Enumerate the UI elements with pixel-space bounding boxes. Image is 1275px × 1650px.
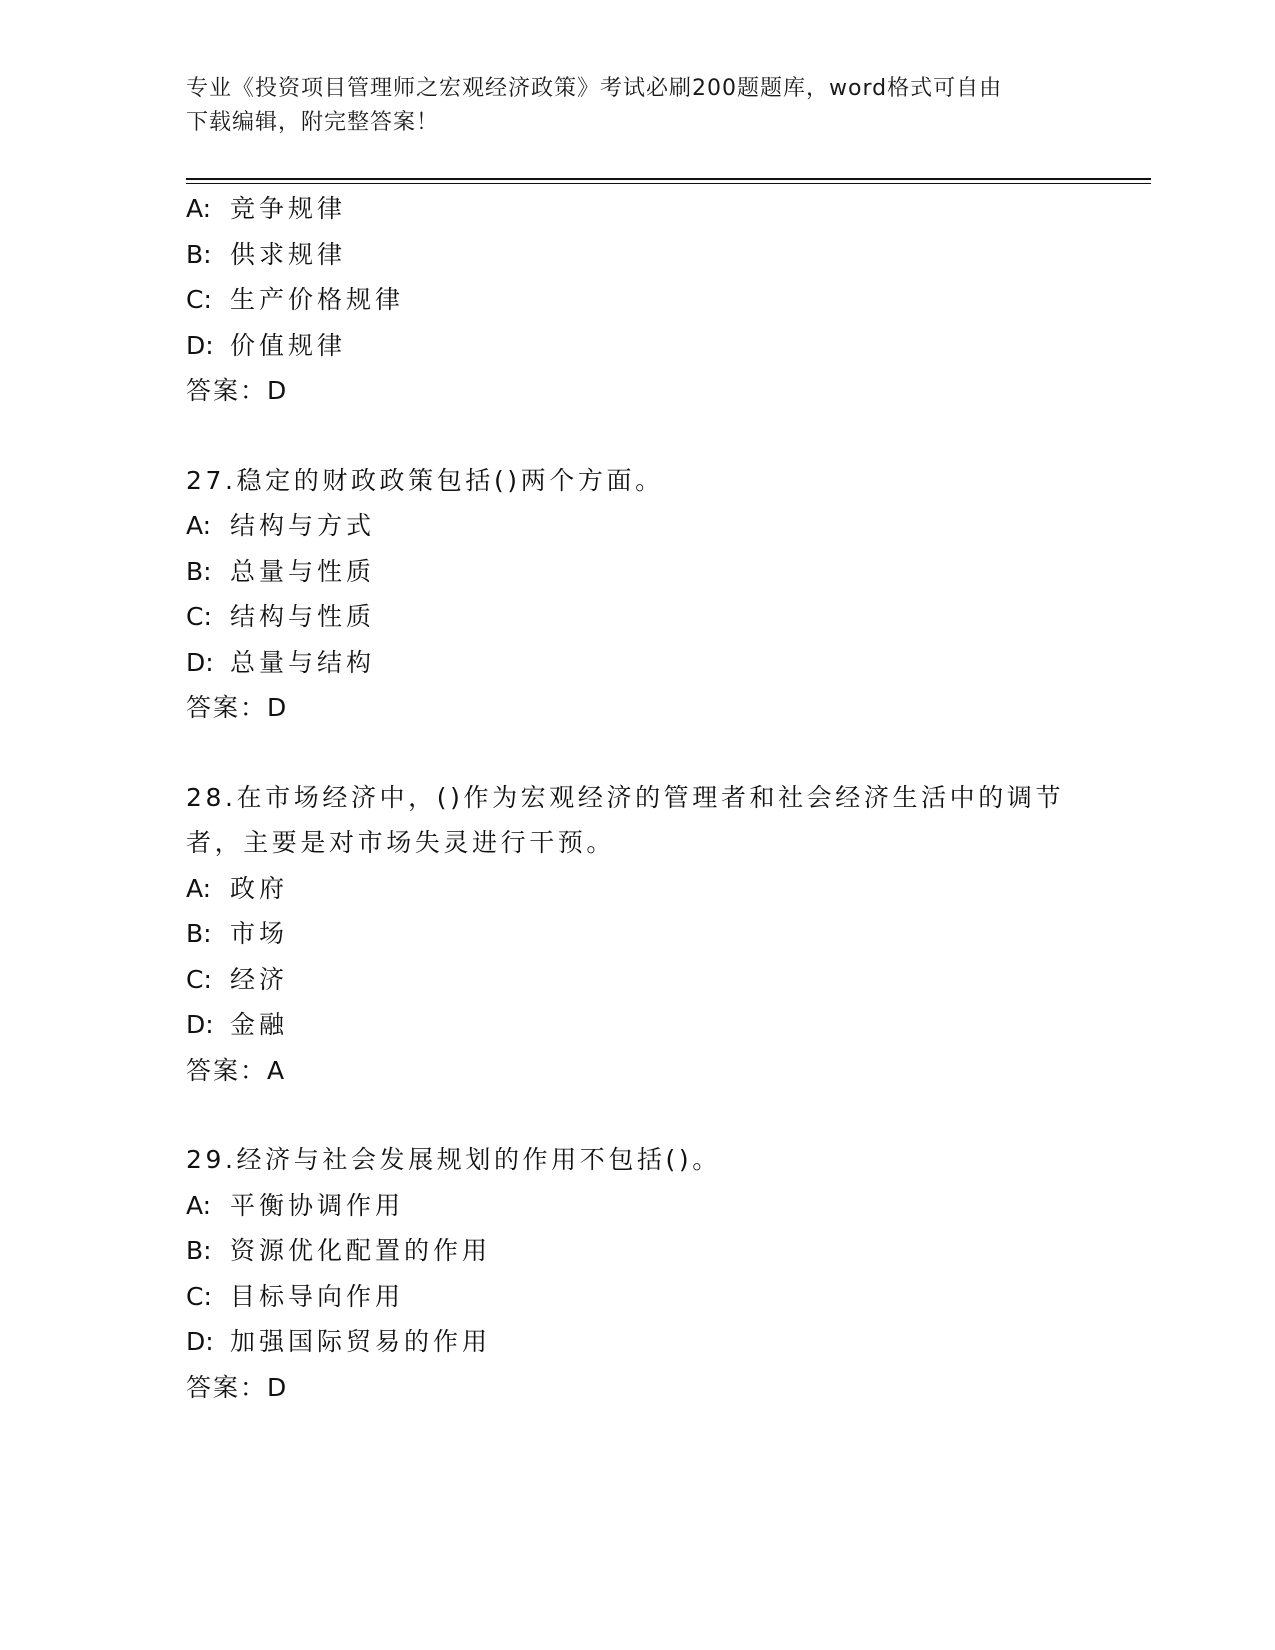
option-d (186, 1002, 1086, 1048)
header-line-1: 专业《投资项目管理师之宏观经济政策》考试必刷200题题库，word格式可自由 (186, 76, 1003, 101)
option-b (186, 1228, 1086, 1274)
answer-value: D (267, 1372, 288, 1402)
option-text: 价值规律 (230, 330, 347, 360)
option-text: 目标导向作用 (230, 1281, 405, 1311)
option-c (186, 957, 1086, 1003)
answer-value: D (267, 376, 288, 405)
option-key: B: (186, 239, 212, 269)
option-d (186, 1319, 1086, 1365)
option-key: D: (186, 1010, 214, 1039)
option-key: A: (186, 511, 212, 540)
answer-value: D (267, 693, 288, 722)
option-key: C: (186, 964, 212, 994)
option-key: D: (186, 1327, 214, 1356)
option-key: B: (186, 556, 212, 586)
option-text: 经济 (230, 964, 289, 994)
header-divider-thick (186, 178, 1151, 180)
question-stem: 27.稳定的财政政策包括()两个方面。 (186, 465, 664, 495)
option-c (186, 277, 1086, 323)
option-key: A: (186, 1190, 212, 1220)
option-text: 平衡协调作用 (230, 1190, 405, 1220)
option-text: 政府 (230, 873, 289, 903)
option-text: 结构与性质 (230, 602, 376, 631)
option-a (186, 503, 1086, 549)
option-b (186, 232, 1086, 278)
question-28 (186, 775, 1086, 1094)
option-text: 总量与结构 (230, 647, 376, 677)
answer-line (186, 1048, 1086, 1094)
option-text: 生产价格规律 (230, 285, 405, 314)
answer-line (186, 685, 1086, 731)
option-key: B: (186, 1236, 212, 1265)
option-a (186, 1183, 1086, 1229)
option-text: 供求规律 (230, 239, 347, 269)
option-d (186, 323, 1086, 369)
option-text: 加强国际贸易的作用 (230, 1327, 492, 1356)
option-b (186, 549, 1086, 595)
header-divider-thin (186, 183, 1151, 184)
option-text: 结构与方式 (230, 511, 376, 540)
option-d (186, 640, 1086, 686)
option-key: A: (186, 873, 212, 903)
question-list (186, 186, 1086, 1410)
option-text: 资源优化配置的作用 (230, 1236, 492, 1265)
option-c (186, 594, 1086, 640)
option-key: C: (186, 285, 212, 314)
answer-line (186, 1365, 1086, 1411)
answer-label: 答案： (186, 376, 268, 405)
header-line-2: 下载编辑，附完整答案！ (186, 110, 440, 135)
question-29 (186, 1137, 1086, 1410)
question-stem: 29.经济与社会发展规划的作用不包括()。 (186, 1145, 721, 1174)
option-key: B: (186, 919, 212, 948)
answer-label: 答案： (186, 1372, 268, 1402)
option-a (186, 186, 1086, 232)
answer-value: A (267, 1055, 286, 1085)
question-gap (186, 1093, 1086, 1137)
document-header (186, 72, 1066, 140)
question-gap (186, 731, 1086, 775)
option-text: 竞争规律 (230, 194, 347, 223)
answer-label: 答案： (186, 1055, 268, 1085)
answer-label: 答案： (186, 693, 268, 722)
question-stem-line-1: 28.在市场经济中，()作为宏观经济的管理者和社会经济生活中的调节 (186, 782, 1065, 812)
option-text: 市场 (230, 919, 289, 948)
question-27 (186, 458, 1086, 731)
option-a (186, 866, 1086, 912)
option-c (186, 1274, 1086, 1320)
option-text: 总量与性质 (230, 556, 376, 586)
option-key: C: (186, 602, 212, 631)
option-text: 金融 (230, 1010, 289, 1039)
option-key: A: (186, 194, 212, 223)
question-gap (186, 414, 1086, 458)
option-key: C: (186, 1281, 212, 1311)
option-key: D: (186, 330, 214, 360)
option-b (186, 911, 1086, 957)
question-26-partial (186, 186, 1086, 414)
question-stem-line-2: 者，主要是对市场失灵进行干预。 (186, 828, 616, 857)
answer-line (186, 368, 1086, 414)
option-key: D: (186, 647, 214, 677)
